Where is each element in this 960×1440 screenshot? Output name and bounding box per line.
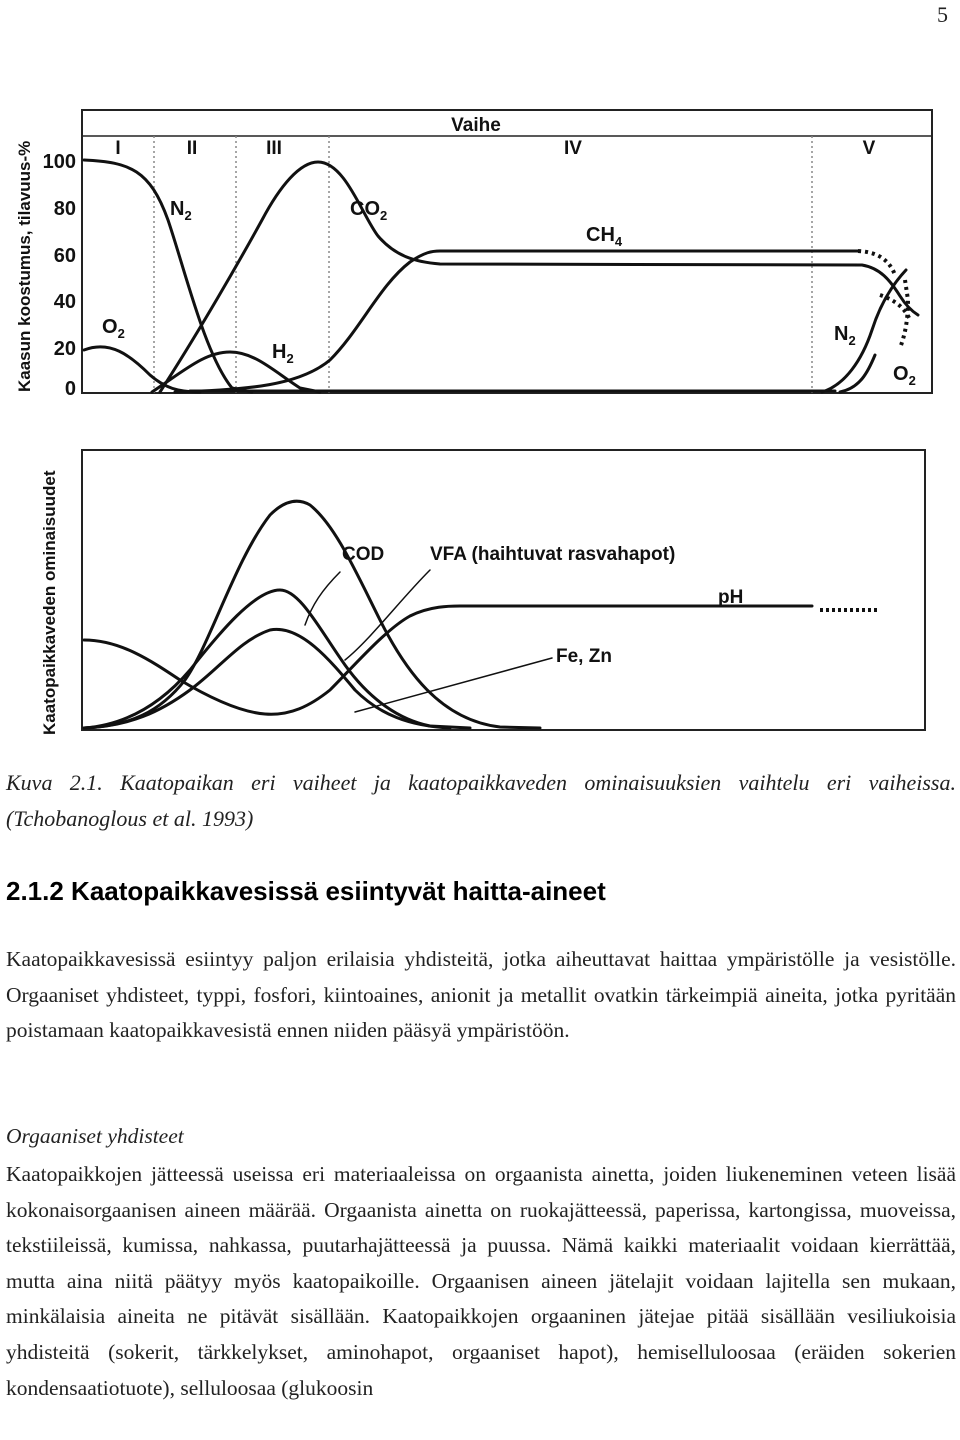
section-heading: 2.1.2 Kaatopaikkavesissä esiintyvät haitta-aineet xyxy=(6,876,606,906)
o2-dotted-tail xyxy=(900,280,908,348)
label-co2: $CO_2$ xyxy=(350,198,388,223)
cod-leader xyxy=(305,572,340,625)
y-tick-80: 80 xyxy=(53,198,76,220)
label-ch4: $CH_4$ xyxy=(586,224,623,249)
label-fe-zn: Fe, Zn xyxy=(556,646,612,667)
y-tick-20: 20 xyxy=(53,338,76,360)
phase-title: Vaihe xyxy=(451,115,501,136)
paragraph-1: Kaatopaikkavesissä esiintyy paljon erilaisia yhdisteitä, jotka aiheuttavat haittaa ympäristölle ja vesistölle. Orgaaniset yhdisteet, typpi, fosfori, kiintoaines, anionit ja metallit ovatkin tärkeimpiä aineita, jotka pyritään poistamaan kaatopaikkavesistä ennen niiden pääsyä ympäristöön. xyxy=(6,947,956,1043)
page-number: 5 xyxy=(937,2,948,27)
bottom-chart-frame xyxy=(82,450,925,730)
subheading: Orgaaniset yhdisteet xyxy=(6,1124,184,1148)
label-o2-left: $O_2$ xyxy=(102,316,125,341)
phase-v: V xyxy=(862,138,876,159)
leachate-properties-chart xyxy=(40,450,925,735)
figure-caption: Kuva 2.1. Kaatopaikan eri vaiheet ja kaatopaikkaveden ominaisuuksien vaihtelu eri vaiheissa. (Tchobanoglous et al. 1993) xyxy=(6,770,956,831)
top-y-axis-label: Kaasun koostumus, tilavuus-% xyxy=(15,140,34,392)
label-ph: pH xyxy=(718,587,744,608)
phase-i: I xyxy=(115,138,121,159)
gas-composition-chart xyxy=(15,110,932,400)
label-vfa: VFA (haihtuvat rasvahapot) xyxy=(430,544,676,565)
ph-curve xyxy=(84,606,812,714)
vfa-leader xyxy=(345,570,430,660)
vfa-curve xyxy=(84,590,470,728)
phase-ii: II xyxy=(186,138,198,159)
label-h2: $H_2$ xyxy=(272,341,294,366)
label-o2-right: $O_2$ xyxy=(893,363,916,388)
y-tick-0: 0 xyxy=(64,378,76,400)
paragraph-2: Kaatopaikkojen jätteessä useissa eri materiaaleissa on orgaanista ainetta, joiden liukeneminen veteen lisää kokonaisorgaanisen aineen määrää. Orgaanista ainetta on ruokajätteessä, paperissa, kartongissa, muoveissa, tekstiileissä, kumissa, nahkassa, puutarhajätteessä ja puussa. Nämä kaikki materiaalit voidaan kierrättää, mutta aina niitä päätyy myös kaatopaikoille. Orgaanisen aineen jätelajit voidaan lajitella sen mukaan, minkälaisia aineita ne pitävät sisällään. Kaatopaikkojen orgaaninen jätejae pitää sisällään vesiliukoisia yhdisteitä (sokerit, tärkkelykset, aminohapot, orgaaniset hapot), hemiselluloosaa (eräiden sokerien kondensaatiotuote), selluloosaa (glukoosin xyxy=(6,1162,956,1400)
bottom-y-axis-label: Kaatopaikkaveden ominaisuudet xyxy=(40,470,59,735)
label-n2-right: $N_2$ xyxy=(834,323,856,348)
n2-curve xyxy=(84,160,252,392)
phase-iii: III xyxy=(266,138,282,159)
phase-iv: IV xyxy=(564,138,582,159)
fe-zn-leader xyxy=(355,658,552,712)
y-tick-60: 60 xyxy=(53,245,76,267)
y-tick-100: 100 xyxy=(42,151,76,173)
y-tick-40: 40 xyxy=(53,291,76,313)
label-n2-left: $N_2$ xyxy=(170,198,192,223)
label-cod: COD xyxy=(342,544,385,565)
